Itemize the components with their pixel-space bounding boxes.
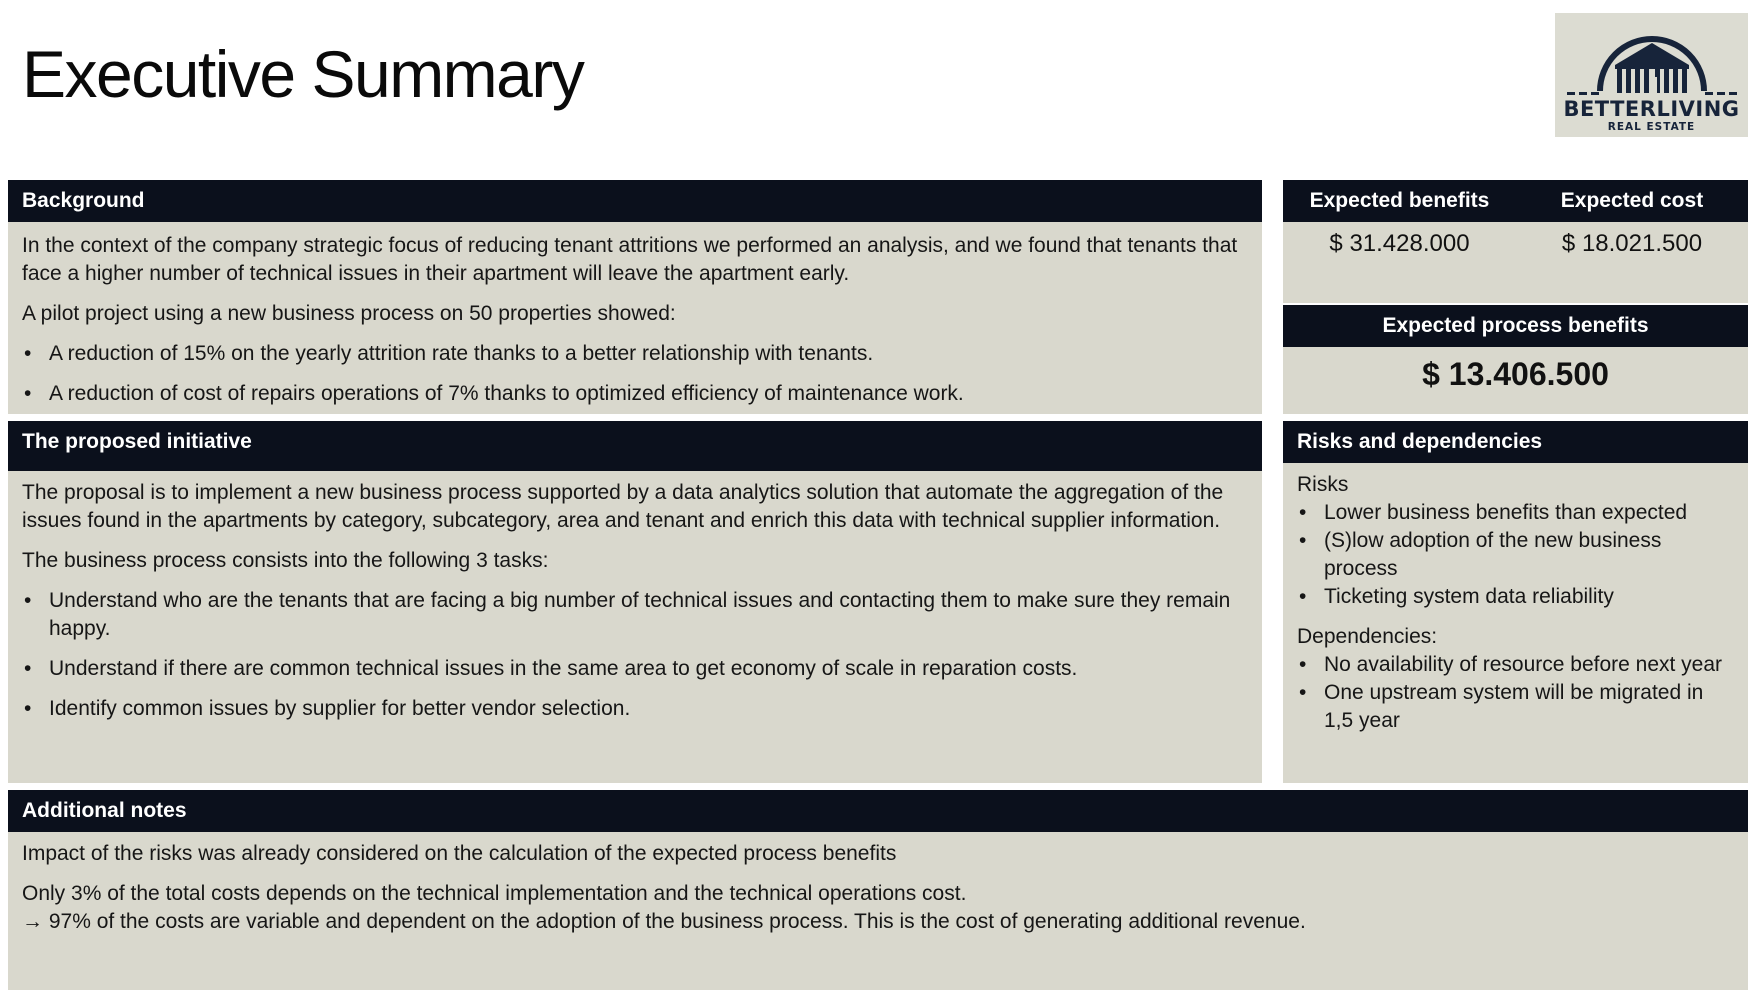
background-paragraph: A pilot project using a new business process on 50 properties showed: <box>22 302 676 325</box>
note-line: Only 3% of the total costs depends on the technical implementation and the technical operations cost. <box>22 882 967 905</box>
expected-process-benefits-value: $ 13.406.500 <box>1422 356 1609 392</box>
expected-benefits-cost-panel <box>1283 180 1748 303</box>
background-bullet-list <box>22 340 1248 408</box>
company-logo <box>1555 13 1748 137</box>
house-icon <box>1555 13 1748 97</box>
expected-cost-value: $ 18.021.500 <box>1561 230 1703 257</box>
background-bullet: • A reduction of cost of repairs operations of 7% thanks to optimized efficiency of maintenance work. <box>22 380 1248 408</box>
additional-notes-panel <box>8 790 1748 990</box>
background-paragraph: In the context of the company strategic focus of reducing tenant attritions we performed an analysis, and we found that tenants that face a higher number of technical issues in their apartment will leave the apartment early. <box>22 234 1238 285</box>
dependencies-label: Dependencies: <box>1297 625 1438 648</box>
dependencies-list <box>1297 651 1734 735</box>
proposed-initiative-panel <box>8 421 1262 783</box>
proposed-initiative-heading: The proposed initiative <box>8 421 1262 471</box>
logo-name: BETTERLIVING <box>1563 97 1740 121</box>
risk-item: • Ticketing system data reliability <box>1297 583 1734 611</box>
risk-item: • Lower business benefits than expected <box>1297 499 1734 527</box>
background-panel <box>8 180 1262 414</box>
note-line: → 97% of the costs are variable and dependent on the adoption of the business process. This is the cost of generating additional revenue. <box>22 910 1306 933</box>
dependency-item: • One upstream system will be migrated in 1,5 year <box>1297 679 1734 735</box>
expected-benefits-label: Expected benefits <box>1283 180 1516 222</box>
background-body <box>22 232 1248 420</box>
note-line: Impact of the risks was already considered on the calculation of the expected process benefits <box>22 842 897 865</box>
risk-item: • (S)low adoption of the new business process <box>1297 527 1734 583</box>
page-title: Executive Summary <box>22 37 584 111</box>
expected-cost-label: Expected cost <box>1516 180 1748 222</box>
initiative-task: • Identify common issues by supplier for better vendor selection. <box>22 695 1248 723</box>
logo-subtitle: REAL ESTATE <box>1607 121 1696 133</box>
background-bullet: • A reduction of 15% on the yearly attrition rate thanks to a better relationship with tenants. <box>22 340 1248 368</box>
initiative-paragraph: The business process consists into the following 3 tasks: <box>22 549 549 572</box>
initiative-task: • Understand if there are common technical issues in the same area to get economy of scale in reparation costs. <box>22 655 1248 683</box>
initiative-task: • Understand who are the tenants that are facing a big number of technical issues and contacting them to make sure they remain happy. <box>22 587 1248 643</box>
risks-label: Risks <box>1297 473 1349 496</box>
risks-list <box>1297 499 1734 611</box>
expected-process-benefits-label: Expected process benefits <box>1283 305 1748 347</box>
risks-dependencies-heading: Risks and dependencies <box>1283 421 1748 463</box>
risks-dependencies-body <box>1297 471 1734 747</box>
proposed-initiative-body <box>22 479 1248 735</box>
expected-benefits-value: $ 31.428.000 <box>1329 230 1470 257</box>
risks-dependencies-panel <box>1283 421 1748 783</box>
additional-notes-heading: Additional notes <box>8 790 1748 832</box>
dependency-item: • No availability of resource before next year <box>1297 651 1734 679</box>
initiative-paragraph: The proposal is to implement a new business process supported by a data analytics solution that automate the aggregation of the issues found in the apartments by category, subcategory, area and tenant and enrich this data with technical supplier information. <box>22 481 1224 532</box>
expected-process-benefits-panel <box>1283 305 1748 414</box>
additional-notes-body <box>22 840 1734 948</box>
background-heading: Background <box>8 180 1262 222</box>
initiative-task-list <box>22 587 1248 723</box>
